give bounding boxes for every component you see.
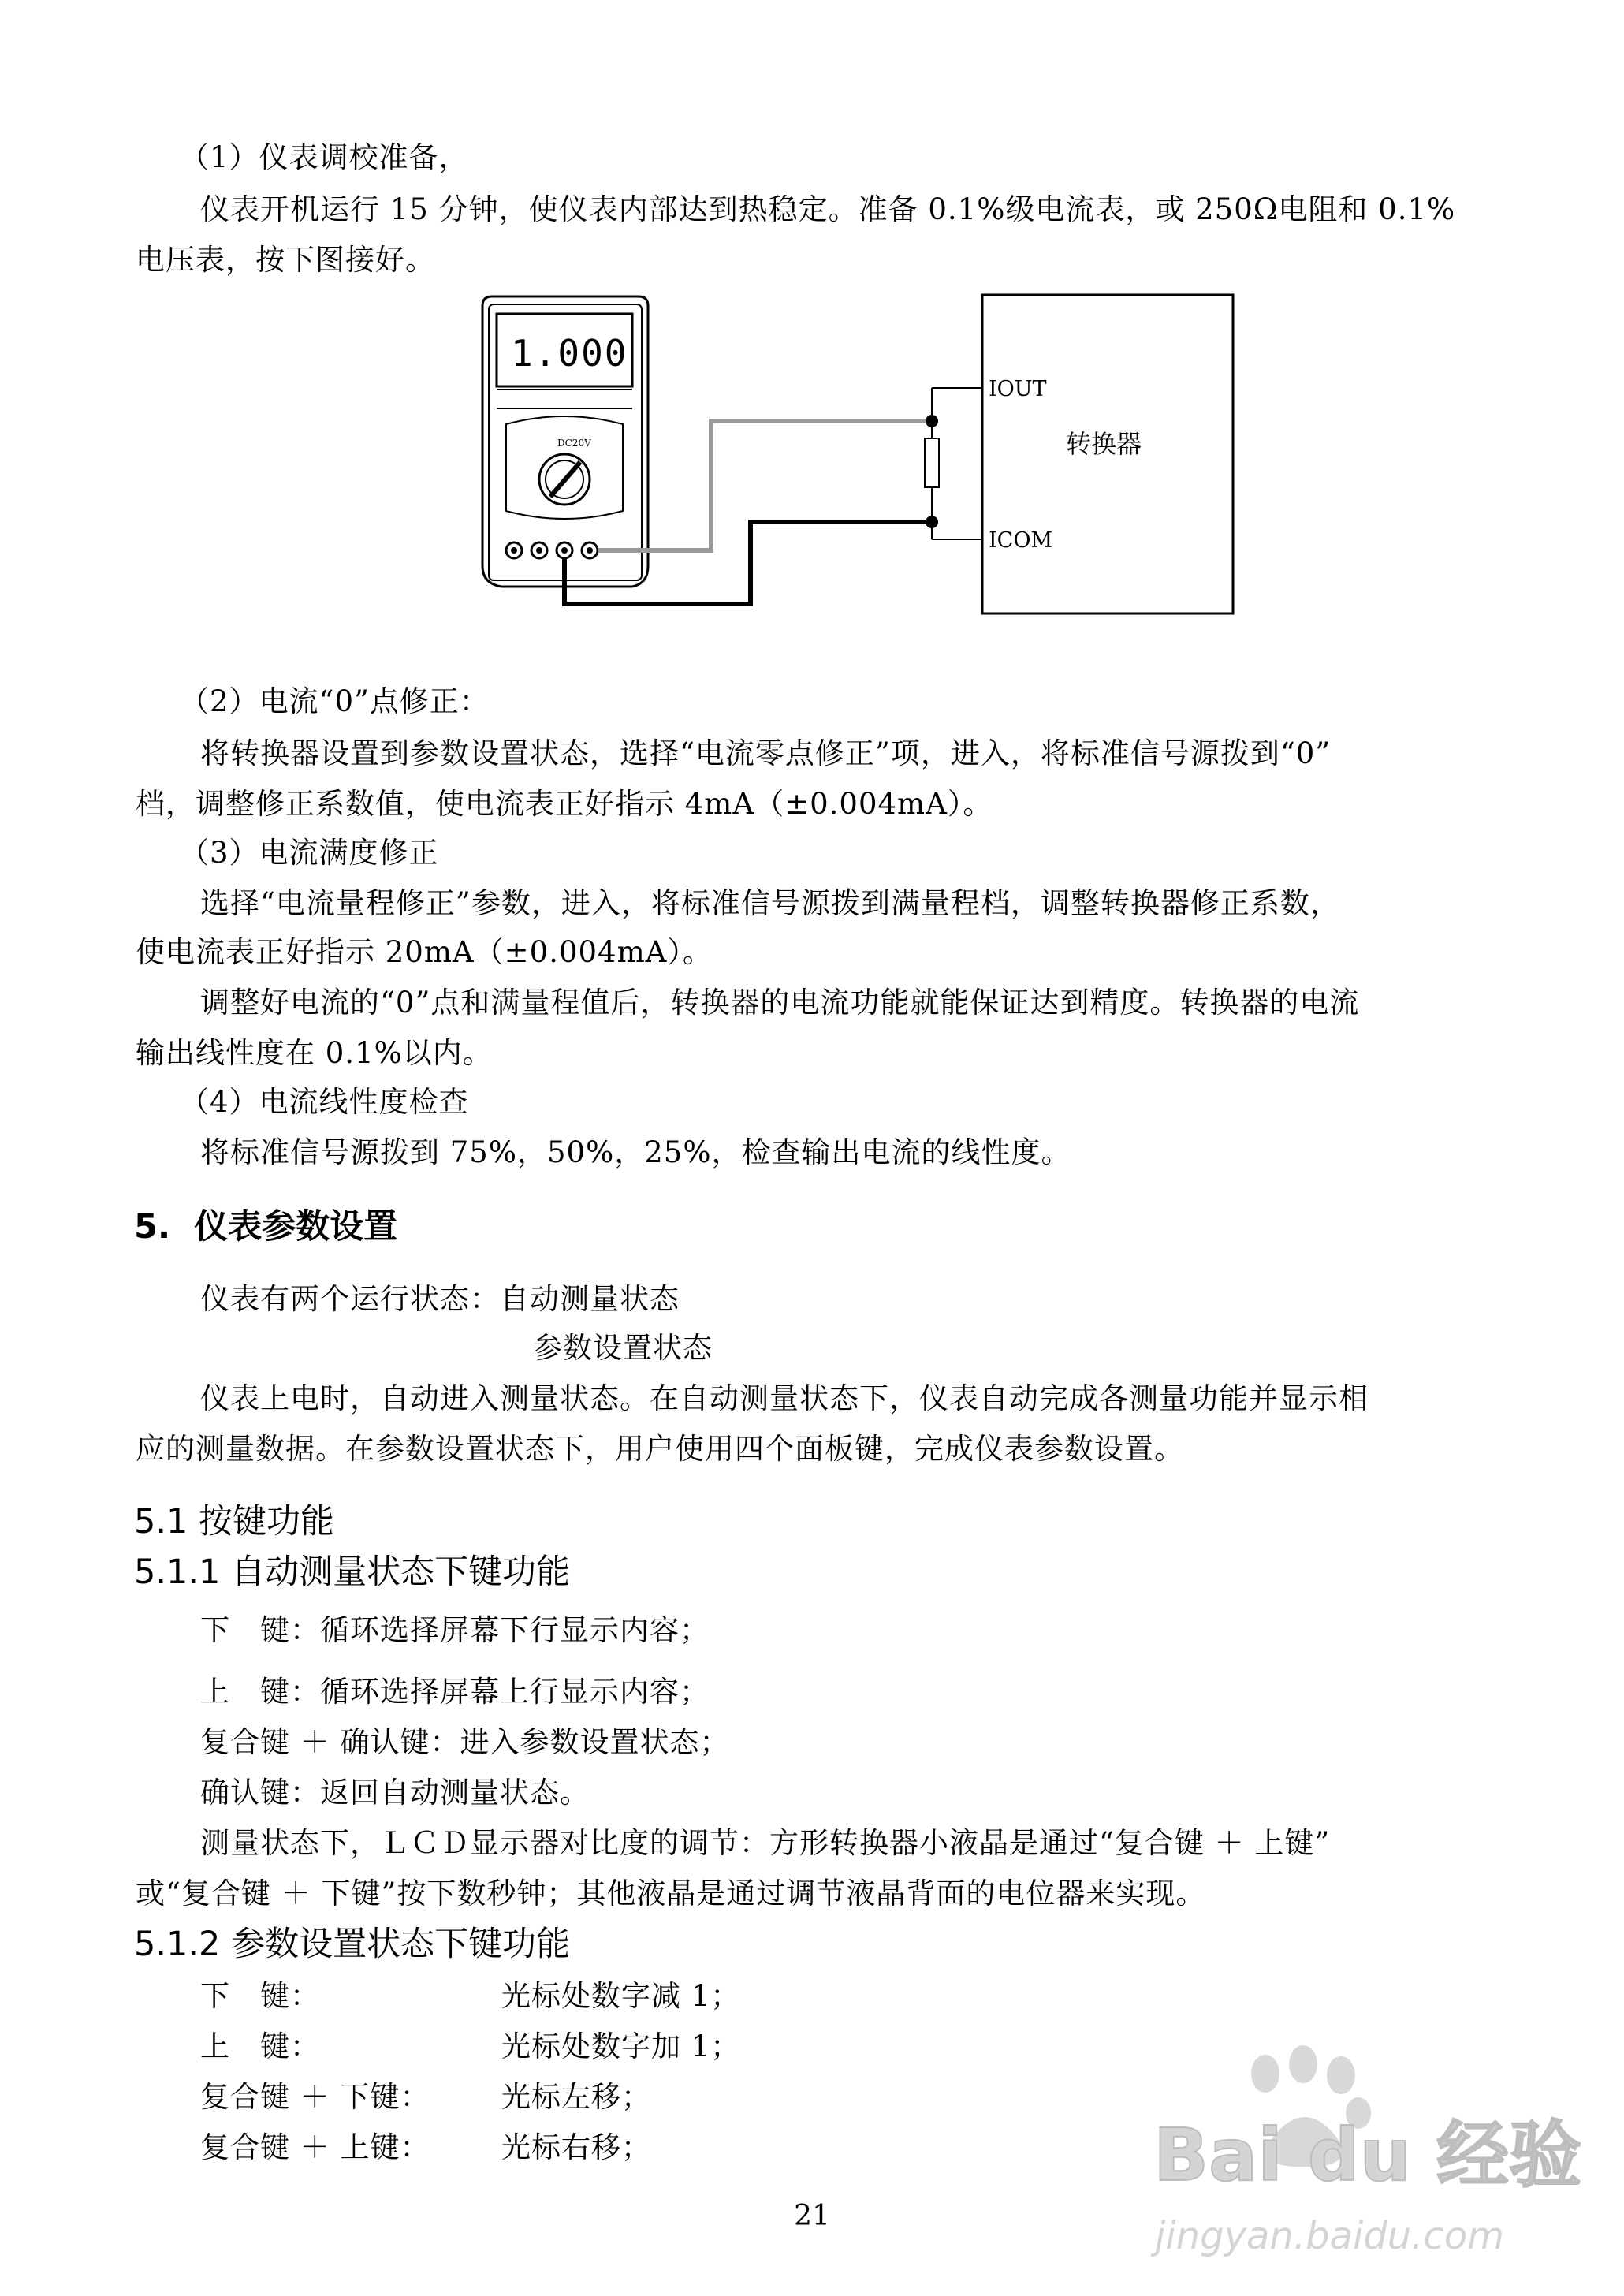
terminal-iout-label: IOUT: [989, 377, 1047, 401]
section-5-number: 5.: [134, 1207, 171, 1247]
linearity-line-1: 将标准信号源拨到 75%，50%，25%，检查输出电流的线性度。: [200, 1135, 1071, 1169]
full-scale-line-4: 输出线性度在 0.1%以内。: [136, 1036, 493, 1070]
setting-key-name: 复合键 ＋ 上键：: [200, 2130, 430, 2164]
calib-prep-line-2: 电压表，按下图接好。: [136, 243, 435, 277]
full-scale-line-3: 调整好电流的“0”点和满量程值后，转换器的电流功能就能保证达到精度。转换器的电流: [200, 986, 1360, 1019]
linearity-title: （4）电流线性度检查: [180, 1085, 469, 1119]
zero-correction-line-1: 将转换器设置到参数设置状态，选择“电流零点修正”项，进入，将标准信号源拨到“0”: [200, 736, 1332, 770]
section-5-title: 仪表参数设置: [194, 1207, 398, 1247]
calib-prep-line-1: 仪表开机运行 15 分钟，使仪表内部达到热稳定。准备 0.1%级电流表，或 250Ω电阻和 0.1%: [200, 192, 1456, 226]
section-5-1-heading: 5.1 按键功能: [134, 1502, 335, 1541]
terminal-icom-label: ICOM: [989, 528, 1053, 553]
run-states-line: [200, 1282, 680, 1317]
section-5-1-2-heading: 5.1.2 参数设置状态下键功能: [134, 1925, 571, 1964]
setting-key-desc: 光标左移；: [501, 2080, 651, 2114]
setting-key-desc: 光标右移；: [501, 2130, 651, 2164]
meter-range-label: DC20V: [557, 438, 591, 449]
setting-key-name: 复合键 ＋ 下键：: [200, 2080, 430, 2114]
calib-prep-title: （1）仪表调校准备，: [180, 140, 469, 174]
auto-key-down: 下 键：循环选择屏幕下行显示内容；: [200, 1613, 710, 1647]
setting-key-name: 上 键：: [200, 2030, 320, 2063]
state-param-setting: 参数设置状态: [533, 1331, 713, 1365]
section-5-heading: [134, 1206, 397, 1247]
converter-label: 转换器: [1066, 429, 1142, 459]
lcd-contrast-line-1: 测量状态下，ＬＣＤ显示器对比度的调节：方形转换器小液晶是通过“复合键 ＋ 上键”: [200, 1826, 1331, 1860]
setting-key-desc: 光标处数字加 1；: [501, 2030, 741, 2063]
full-scale-title: （3）电流满度修正: [180, 836, 439, 870]
auto-key-combo-enter: 复合键 ＋ 确认键：进入参数设置状态；: [200, 1725, 730, 1759]
full-scale-line-2: 使电流表正好指示 20mA（±0.004mA）。: [136, 935, 713, 969]
auto-key-up: 上 键：循环选择屏幕上行显示内容；: [200, 1675, 710, 1709]
run-states-prefix: 仪表有两个运行状态：: [200, 1282, 500, 1316]
page-number: 21: [794, 2200, 830, 2232]
baidu-jingyan-watermark: [1147, 2042, 1589, 2279]
zero-correction-line-2: 档，调整修正系数值，使电流表正好指示 4mA（±0.004mA）。: [136, 787, 993, 821]
auto-key-enter: 确认键：返回自动测量状态。: [200, 1776, 590, 1810]
section-5-line-2: 应的测量数据。在参数设置状态下，用户使用四个面板键，完成仪表参数设置。: [136, 1432, 1184, 1466]
section-5-line-1: 仪表上电时，自动进入测量状态。在自动测量状态下，仪表自动完成各测量功能并显示相: [200, 1381, 1369, 1415]
section-5-1-1-heading: 5.1.1 自动测量状态下键功能: [134, 1552, 571, 1592]
multimeter: [482, 296, 648, 587]
lcd-contrast-line-2: 或“复合键 ＋ 下键”按下数秒钟；其他液晶是通过调节液晶背面的电位器来实现。: [136, 1877, 1206, 1910]
state-auto-measure: 自动测量状态: [500, 1282, 680, 1316]
setting-key-row-3: [200, 2080, 430, 2115]
wiring-diagram: [465, 290, 1238, 621]
setting-key-row-1: [200, 1979, 320, 2014]
resistor-250-ohm: [925, 438, 939, 487]
watermark-url: jingyan.baidu.com: [1155, 2214, 1504, 2258]
watermark-brand: Bai du 经验: [1153, 2113, 1582, 2197]
full-scale-line-1: 选择“电流量程修正”参数，进入，将标准信号源拨到满量程档，调整转换器修正系数，: [200, 886, 1340, 920]
setting-key-row-2: [200, 2030, 320, 2064]
setting-key-desc: 光标处数字减 1；: [501, 1979, 741, 2013]
meter-reading: 1.000: [511, 332, 628, 375]
setting-key-row-4: [200, 2130, 430, 2165]
setting-key-name: 下 键：: [200, 1979, 320, 2013]
zero-correction-title: （2）电流“0”点修正：: [180, 684, 490, 718]
junction-iout: [926, 415, 938, 427]
